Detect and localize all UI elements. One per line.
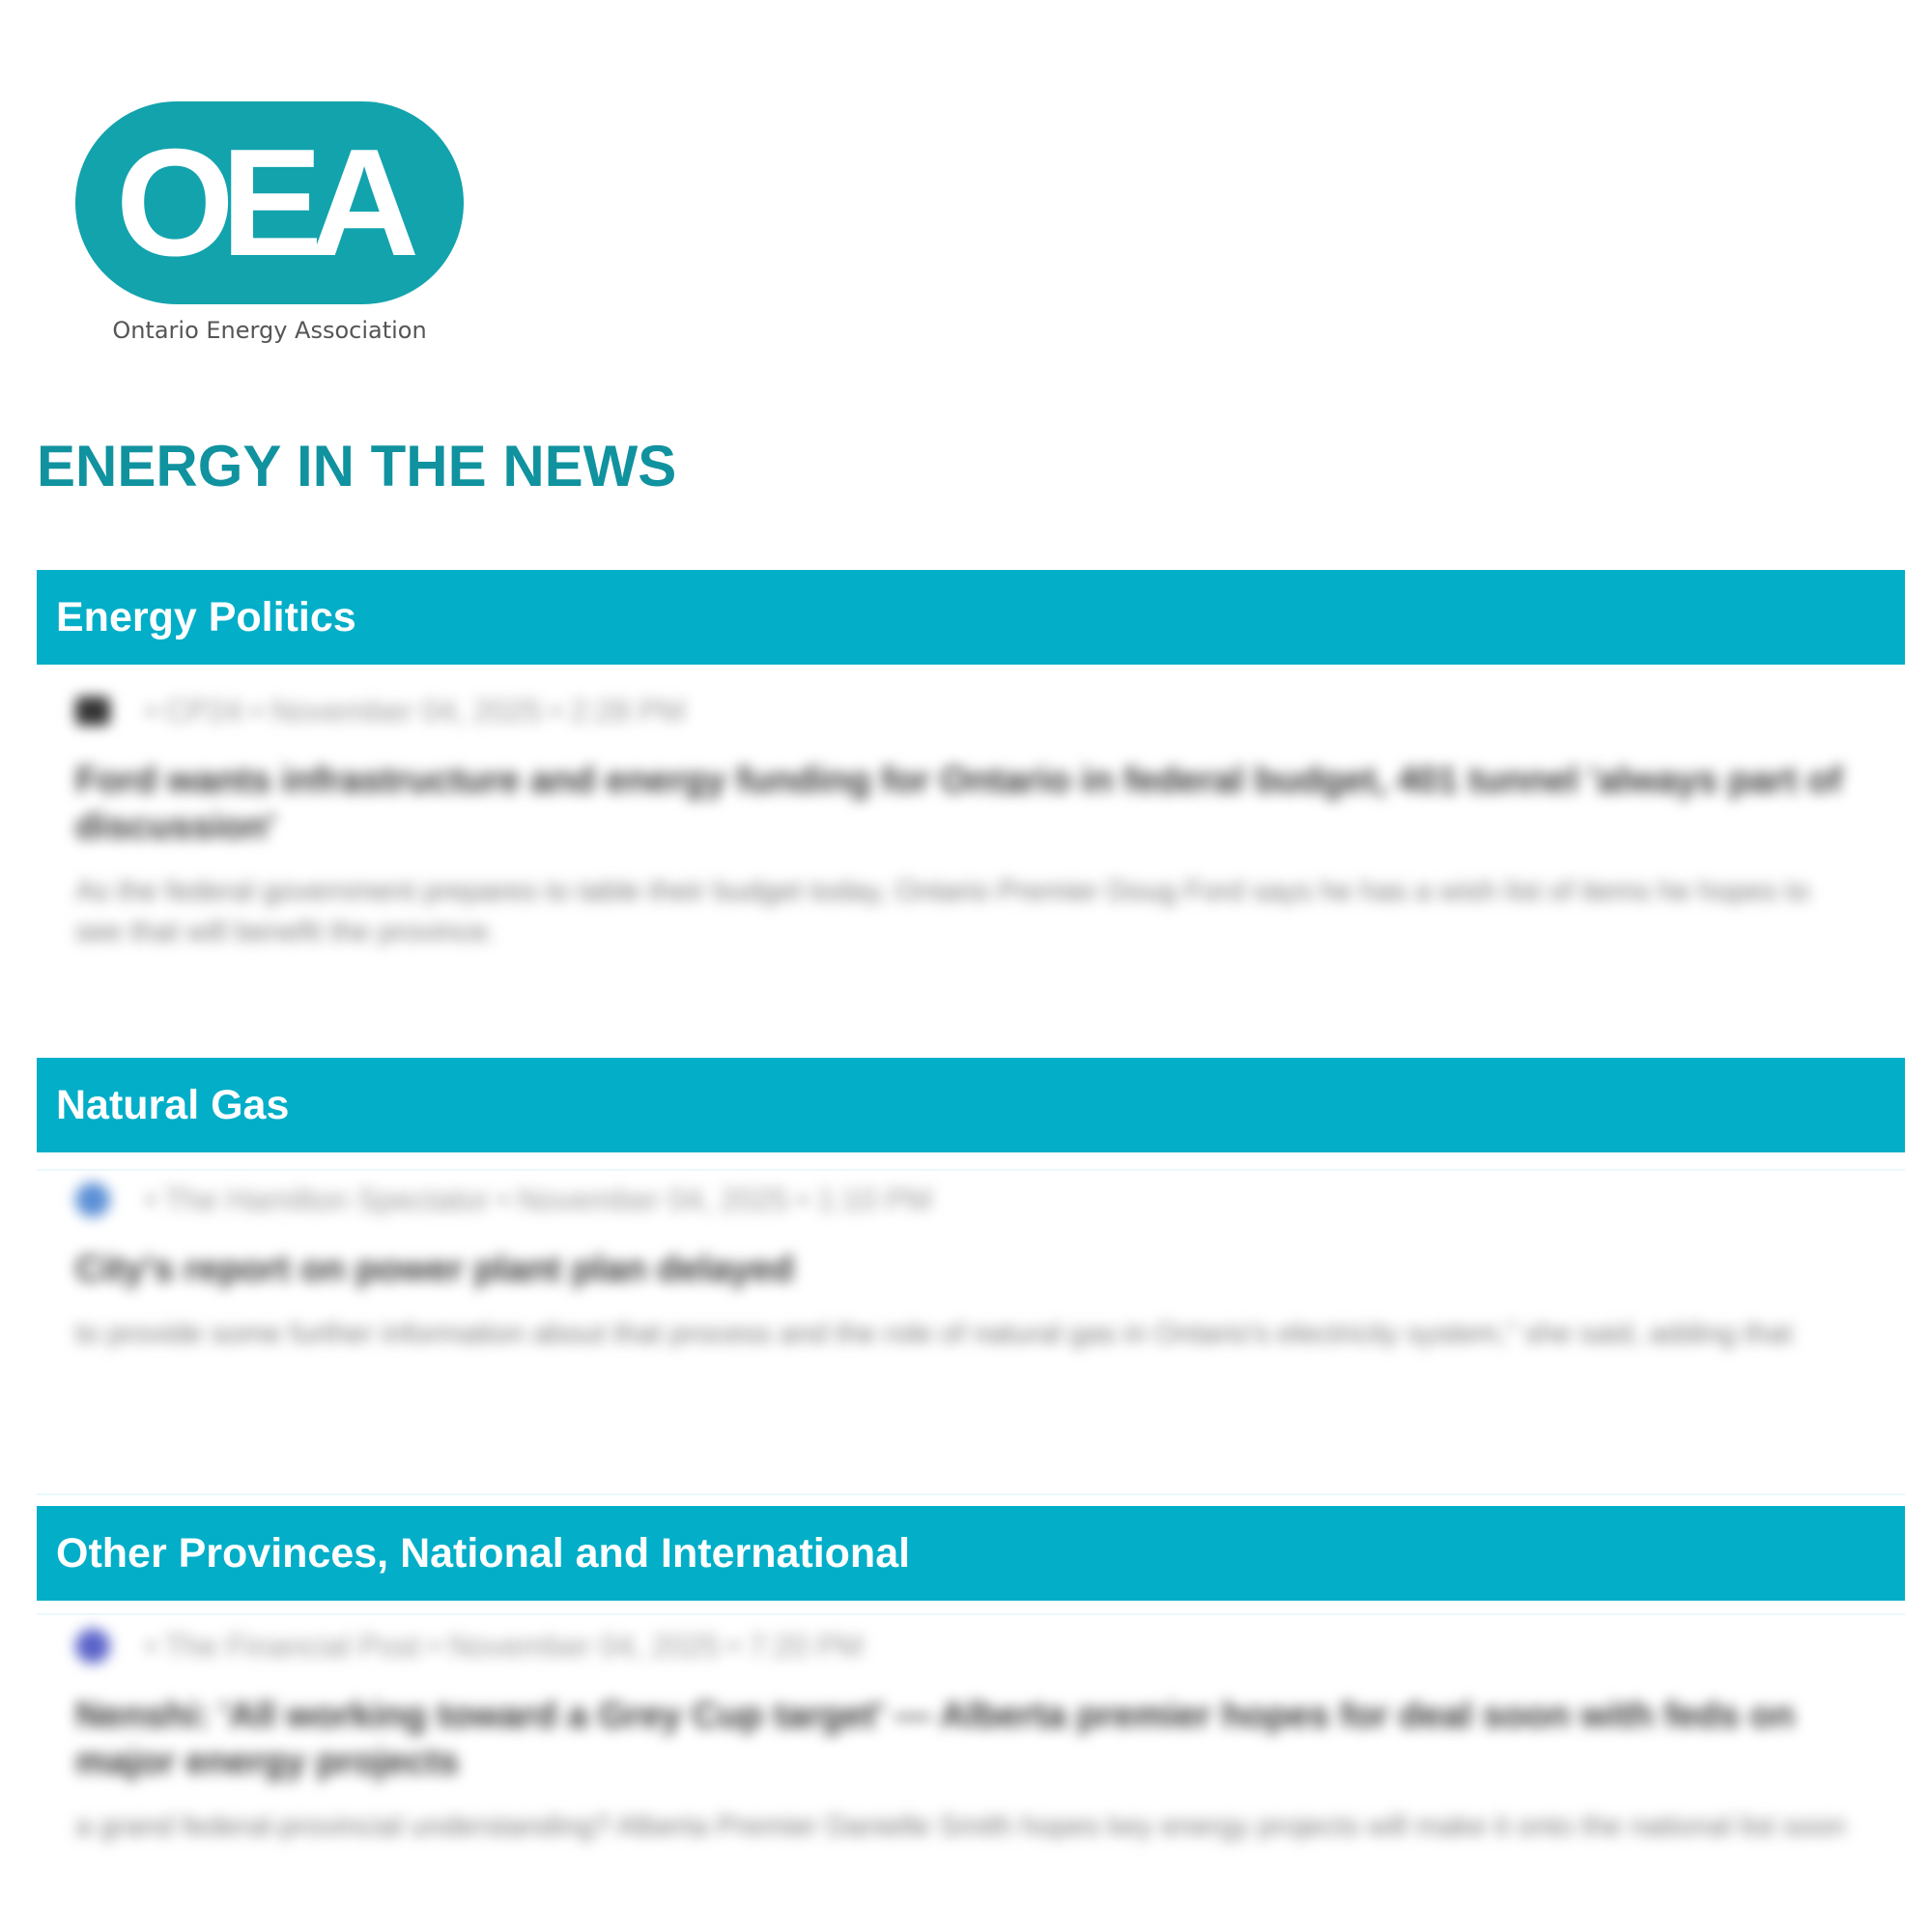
article-date: • November 04, 2025 — [420, 1629, 720, 1664]
article-time: • 2:28 PM — [542, 694, 685, 729]
section-header-natural-gas: Natural Gas — [37, 1058, 1905, 1152]
divider — [37, 1169, 1905, 1171]
page-title: ENERGY IN THE NEWS — [37, 434, 677, 498]
article-source[interactable]: • CP24 — [137, 694, 242, 729]
source-logo-icon — [75, 696, 110, 725]
article-meta — [75, 1180, 1862, 1219]
article-summary: to provide some further information about that process and the role of natural gas in Ontario's electricity system," she said, adding that — [75, 1318, 1793, 1350]
article-headline[interactable]: Ford wants infrastructure and energy funding for Ontario in federal budget, 401 tunnel 'always part of discussion' — [75, 760, 1843, 847]
logo-caption: Ontario Energy Association — [112, 317, 427, 344]
section-header-energy-politics: Energy Politics — [37, 570, 1905, 665]
article-headline[interactable]: City's report on power plant plan delayed — [75, 1249, 794, 1290]
article-time: • 7:20 PM — [720, 1629, 863, 1664]
article-meta — [75, 692, 1862, 730]
article-headline[interactable]: Nenshi: 'All working toward a Grey Cup target' — Alberta premier hopes for deal soon with feds on major energy projects — [75, 1695, 1795, 1782]
article-meta — [75, 1627, 1862, 1665]
article-source[interactable]: • The Financial Post — [137, 1629, 420, 1664]
article-date: • November 04, 2025 — [490, 1182, 789, 1218]
article-summary: a grand federal-provincial understanding? Alberta Premier Danielle Smith hopes key energy projects will make it onto the national list soon — [75, 1810, 1846, 1842]
globe-icon — [75, 1182, 110, 1217]
article-source[interactable]: • The Hamilton Spectator — [137, 1182, 490, 1218]
article-summary: As the federal government prepares to table their budget today, Ontario Premier Doug Ford says he has a wish list of items he hopes to see that will benefit the province. — [75, 875, 1810, 948]
globe-icon — [75, 1629, 110, 1663]
divider — [37, 1613, 1905, 1615]
article-time: • 1:10 PM — [789, 1182, 932, 1218]
news-article[interactable] — [75, 692, 1862, 952]
article-date: • November 04, 2025 — [242, 694, 542, 729]
news-article[interactable] — [75, 1180, 1862, 1354]
news-article[interactable] — [75, 1627, 1862, 1847]
oea-logo[interactable] — [75, 101, 464, 304]
divider — [37, 1493, 1905, 1495]
logo-text: OEA — [115, 117, 407, 288]
section-header-other-provinces: Other Provinces, National and International — [37, 1506, 1905, 1601]
